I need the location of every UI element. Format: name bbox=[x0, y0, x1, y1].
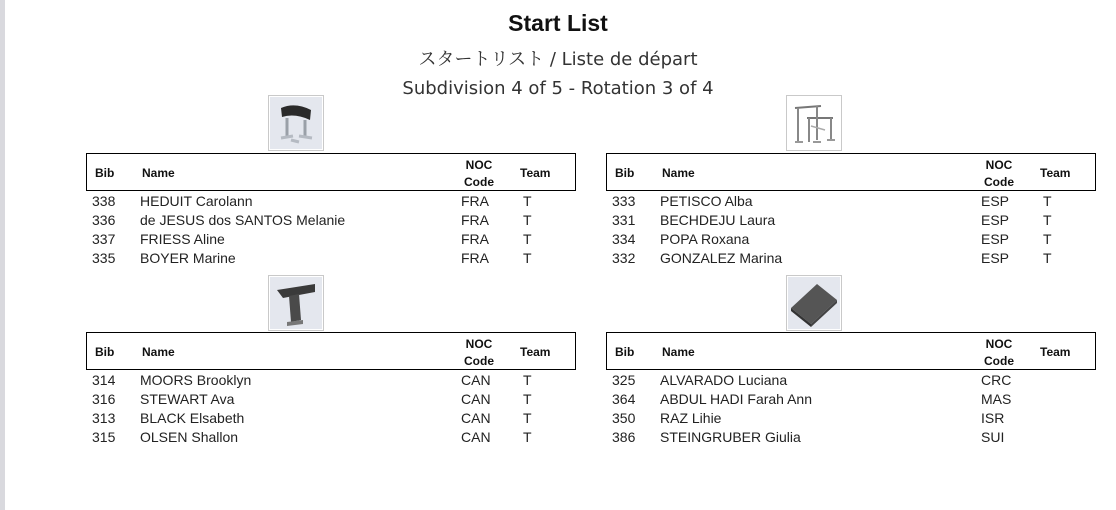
team-cell: T bbox=[523, 231, 532, 247]
table-row bbox=[86, 408, 576, 427]
name-cell: HEDUIT Carolann bbox=[140, 193, 253, 209]
column-header-name: Name bbox=[142, 166, 175, 180]
name-cell: BLACK Elsabeth bbox=[140, 410, 245, 426]
team-cell: T bbox=[1043, 250, 1052, 266]
team-cell: T bbox=[523, 429, 532, 445]
table-row bbox=[86, 248, 576, 267]
name-cell: ABDUL HADI Farah Ann bbox=[660, 391, 812, 407]
start-list-table-uneven-bars bbox=[606, 153, 1096, 267]
bib-cell: 315 bbox=[92, 429, 116, 445]
start-list-table-vault bbox=[86, 332, 576, 446]
vault-icon bbox=[268, 275, 324, 331]
table-row bbox=[86, 389, 576, 408]
noc-cell: ESP bbox=[981, 231, 1010, 247]
bib-cell: 325 bbox=[612, 372, 636, 388]
noc-cell: CAN bbox=[461, 391, 491, 407]
noc-cell: SUI bbox=[981, 429, 1005, 445]
name-cell: BECHDEJU Laura bbox=[660, 212, 776, 228]
team-cell: T bbox=[523, 372, 532, 388]
noc-cell: FRA bbox=[461, 231, 489, 247]
start-list-table-balance-beam bbox=[86, 153, 576, 267]
name-cell: MOORS Brooklyn bbox=[140, 372, 252, 388]
table-row bbox=[606, 248, 1096, 267]
team-cell: T bbox=[1043, 212, 1052, 228]
table-row bbox=[606, 370, 1096, 389]
column-header-name: Name bbox=[142, 345, 175, 359]
table-header bbox=[606, 332, 1096, 370]
bib-cell: 333 bbox=[612, 193, 636, 209]
column-header-noc-code: NOC Code bbox=[464, 337, 494, 368]
table-row bbox=[86, 370, 576, 389]
name-cell: STEINGRUBER Giulia bbox=[660, 429, 801, 445]
table-row bbox=[606, 408, 1096, 427]
bib-cell: 332 bbox=[612, 250, 636, 266]
bib-cell: 314 bbox=[92, 372, 116, 388]
floor-exercise-icon bbox=[786, 275, 842, 331]
subdivision-rotation: Subdivision 4 of 5 - Rotation 3 of 4 bbox=[402, 78, 714, 99]
team-cell: T bbox=[523, 410, 532, 426]
noc-cell: CRC bbox=[981, 372, 1012, 388]
column-header-bib: Bib bbox=[95, 166, 115, 180]
table-row bbox=[86, 191, 576, 210]
table-body bbox=[86, 191, 576, 267]
name-cell: de JESUS dos SANTOS Melanie bbox=[140, 212, 346, 228]
table-row bbox=[86, 427, 576, 446]
table-row bbox=[606, 427, 1096, 446]
column-header-team: Team bbox=[520, 345, 551, 359]
bib-cell: 386 bbox=[612, 429, 636, 445]
start-list-table-floor-exercise bbox=[606, 332, 1096, 446]
bib-cell: 336 bbox=[92, 212, 116, 228]
column-header-noc-code: NOC Code bbox=[984, 337, 1014, 368]
bib-cell: 334 bbox=[612, 231, 636, 247]
noc-cell: MAS bbox=[981, 391, 1012, 407]
noc-cell: ESP bbox=[981, 193, 1010, 209]
noc-cell: CAN bbox=[461, 429, 491, 445]
team-cell: T bbox=[523, 391, 532, 407]
name-cell: RAZ Lihie bbox=[660, 410, 722, 426]
bib-cell: 335 bbox=[92, 250, 116, 266]
column-header-team: Team bbox=[1040, 345, 1071, 359]
team-cell: T bbox=[523, 193, 532, 209]
team-cell: T bbox=[523, 212, 532, 228]
table-row bbox=[606, 229, 1096, 248]
bib-cell: 313 bbox=[92, 410, 116, 426]
bib-cell: 350 bbox=[612, 410, 636, 426]
name-cell: BOYER Marine bbox=[140, 250, 236, 266]
noc-cell: CAN bbox=[461, 372, 491, 388]
table-header bbox=[86, 153, 576, 191]
page-title: Start List bbox=[508, 10, 608, 36]
noc-cell: ISR bbox=[981, 410, 1005, 426]
team-cell: T bbox=[1043, 231, 1052, 247]
name-cell: POPA Roxana bbox=[660, 231, 750, 247]
table-header bbox=[606, 153, 1096, 191]
column-header-team: Team bbox=[1040, 166, 1071, 180]
name-cell: OLSEN Shallon bbox=[140, 429, 239, 445]
table-row bbox=[606, 389, 1096, 408]
noc-cell: CAN bbox=[461, 410, 491, 426]
uneven-bars-icon bbox=[786, 95, 842, 151]
column-header-name: Name bbox=[662, 345, 695, 359]
table-header bbox=[86, 332, 576, 370]
column-header-bib: Bib bbox=[95, 345, 115, 359]
name-cell: ALVARADO Luciana bbox=[660, 372, 788, 388]
left-edge-strip bbox=[0, 0, 5, 510]
name-cell: STEWART Ava bbox=[140, 391, 235, 407]
bib-cell: 337 bbox=[92, 231, 116, 247]
column-header-noc-code: NOC Code bbox=[984, 158, 1014, 189]
bib-cell: 316 bbox=[92, 391, 116, 407]
column-header-team: Team bbox=[520, 166, 551, 180]
balance-beam-icon bbox=[268, 95, 324, 151]
name-cell: FRIESS Aline bbox=[140, 231, 225, 247]
column-header-name: Name bbox=[662, 166, 695, 180]
noc-cell: FRA bbox=[461, 193, 489, 209]
bib-cell: 338 bbox=[92, 193, 116, 209]
table-body bbox=[606, 370, 1096, 446]
table-body bbox=[606, 191, 1096, 267]
column-header-bib: Bib bbox=[615, 345, 635, 359]
team-cell: T bbox=[1043, 193, 1052, 209]
column-header-noc-code: NOC Code bbox=[464, 158, 494, 189]
table-row bbox=[86, 210, 576, 229]
name-cell: PETISCO Alba bbox=[660, 193, 753, 209]
page-subtitle: スタートリスト / Liste de départ bbox=[418, 49, 698, 70]
table-row bbox=[86, 229, 576, 248]
column-header-bib: Bib bbox=[615, 166, 635, 180]
noc-cell: FRA bbox=[461, 250, 489, 266]
table-body bbox=[86, 370, 576, 446]
name-cell: GONZALEZ Marina bbox=[660, 250, 783, 266]
bib-cell: 364 bbox=[612, 391, 636, 407]
team-cell: T bbox=[523, 250, 532, 266]
noc-cell: FRA bbox=[461, 212, 489, 228]
noc-cell: ESP bbox=[981, 250, 1010, 266]
table-row bbox=[606, 210, 1096, 229]
table-row bbox=[606, 191, 1096, 210]
noc-cell: ESP bbox=[981, 212, 1010, 228]
bib-cell: 331 bbox=[612, 212, 636, 228]
